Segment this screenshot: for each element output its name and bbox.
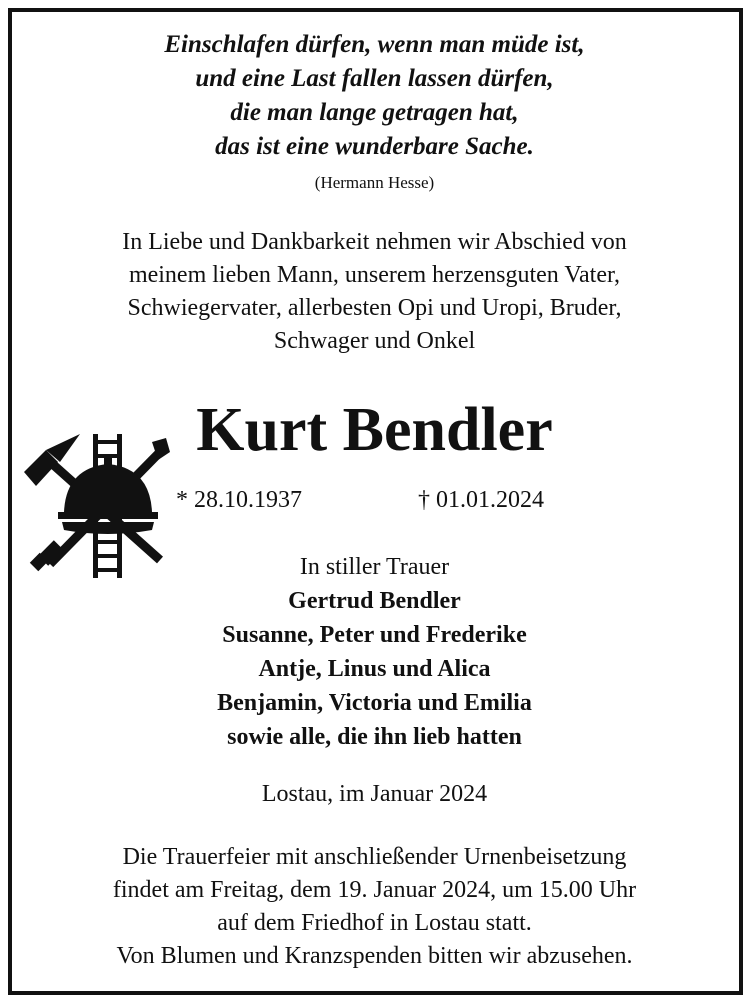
mourner-name: Gertrud Bendler <box>288 588 461 614</box>
notice-line: Von Blumen und Kranzspenden bitten wir abzusehen. <box>116 943 633 969</box>
intro-line: Schwager und Onkel <box>273 328 476 354</box>
intro-line: Schwiegervater, allerbesten Opi und Uropi, Bruder, <box>127 295 622 321</box>
motto-line: und eine Last fallen lassen dürfen, <box>195 65 554 92</box>
birth-date: * 28.10.1937 <box>176 487 302 513</box>
deceased-name: Kurt Bendler <box>196 396 553 464</box>
mourner-name: Susanne, Peter und Frederike <box>222 622 527 648</box>
motto-line: die man lange getragen hat, <box>230 99 519 126</box>
motto-line: das ist eine wunderbare Sache. <box>215 133 534 160</box>
notice-line: findet am Freitag, dem 19. Januar 2024, um 15.00 Uhr <box>112 877 637 903</box>
intro-line: meinem lieben Mann, unserem herzensguten Vater, <box>128 262 621 288</box>
mourners-heading: In stiller Trauer <box>299 554 450 580</box>
notice-line: Die Trauerfeier mit anschließender Urnenbeisetzung <box>122 844 627 870</box>
motto-author: (Hermann Hesse) <box>314 173 435 192</box>
mourner-name: Antje, Linus und Alica <box>258 656 491 682</box>
mourner-name: sowie alle, die ihn lieb hatten <box>227 724 522 750</box>
mourner-name: Benjamin, Victoria und Emilia <box>217 690 532 716</box>
motto-line: Einschlafen dürfen, wenn man müde ist, <box>164 31 585 58</box>
place-date: Lostau, im Januar 2024 <box>261 781 488 807</box>
death-date: † 01.01.2024 <box>418 487 544 513</box>
intro-line: In Liebe und Dankbarkeit nehmen wir Abschied von <box>122 229 627 255</box>
notice-line: auf dem Friedhof in Lostau statt. <box>217 910 532 936</box>
